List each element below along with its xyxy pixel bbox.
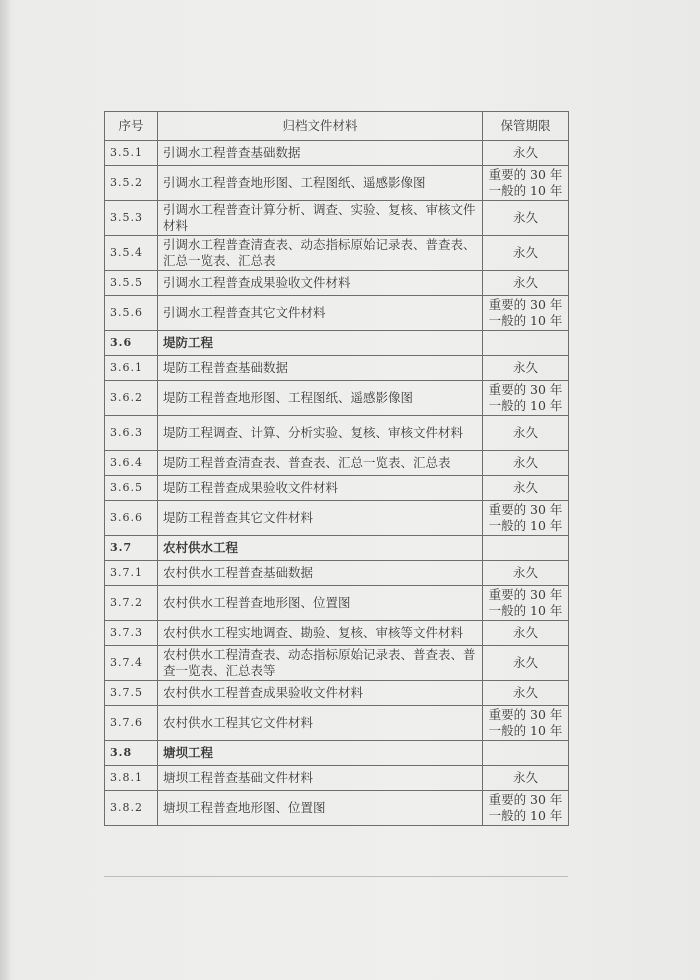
archive-material-cell: 农村供水工程普查成果验收文件材料 <box>158 681 483 706</box>
serial-number-cell: 3.6.2 <box>105 381 158 416</box>
table-row <box>105 201 569 236</box>
serial-number-cell: 3.5.4 <box>105 236 158 271</box>
archive-material-cell: 农村供水工程清查表、动态指标原始记录表、普查表、普查一览表、汇总表等 <box>158 646 483 681</box>
archive-material-cell: 堤防工程调查、计算、分析实验、复核、审核文件材料 <box>158 416 483 451</box>
table-row <box>105 296 569 331</box>
retention-period-cell: 重要的 30 年 一般的 10 年 <box>483 586 569 621</box>
retention-period-cell: 永久 <box>483 416 569 451</box>
table-section-row <box>105 536 569 561</box>
serial-number-cell: 3.6 <box>105 331 158 356</box>
table-header-row <box>105 112 569 141</box>
table-row <box>105 791 569 826</box>
serial-number-cell: 3.7 <box>105 536 158 561</box>
retention-period-cell: 永久 <box>483 621 569 646</box>
retention-period-cell <box>483 331 569 356</box>
retention-period-cell: 永久 <box>483 451 569 476</box>
retention-period-cell: 重要的 30 年 一般的 10 年 <box>483 296 569 331</box>
archive-material-cell: 引调水工程普查地形图、工程图纸、遥感影像图 <box>158 166 483 201</box>
header-retention-period: 保管期限 <box>483 112 569 141</box>
retention-period-cell <box>483 536 569 561</box>
retention-period-cell: 永久 <box>483 201 569 236</box>
retention-period-cell: 永久 <box>483 356 569 381</box>
retention-period-cell: 重要的 30 年 一般的 10 年 <box>483 166 569 201</box>
table-row <box>105 381 569 416</box>
serial-number-cell: 3.7.2 <box>105 586 158 621</box>
header-archive-material: 归档文件材料 <box>158 112 483 141</box>
serial-number-cell: 3.8 <box>105 741 158 766</box>
table-row <box>105 646 569 681</box>
table-row <box>105 586 569 621</box>
serial-number-cell: 3.7.4 <box>105 646 158 681</box>
table-row <box>105 476 569 501</box>
serial-number-cell: 3.5.6 <box>105 296 158 331</box>
archive-material-cell: 引调水工程普查基础数据 <box>158 141 483 166</box>
table-row <box>105 621 569 646</box>
table-row <box>105 356 569 381</box>
retention-period-cell: 永久 <box>483 646 569 681</box>
retention-period-cell <box>483 741 569 766</box>
table-row <box>105 501 569 536</box>
archive-material-cell: 引调水工程普查成果验收文件材料 <box>158 271 483 296</box>
archive-material-cell: 堤防工程普查清查表、普查表、汇总一览表、汇总表 <box>158 451 483 476</box>
table-row <box>105 166 569 201</box>
retention-period-cell: 重要的 30 年 一般的 10 年 <box>483 706 569 741</box>
serial-number-cell: 3.6.6 <box>105 501 158 536</box>
table-row <box>105 681 569 706</box>
serial-number-cell: 3.5.1 <box>105 141 158 166</box>
table-row <box>105 141 569 166</box>
table-row <box>105 766 569 791</box>
section-title-cell: 农村供水工程 <box>158 536 483 561</box>
table-row <box>105 451 569 476</box>
section-title-cell: 塘坝工程 <box>158 741 483 766</box>
archive-material-cell: 塘坝工程普查地形图、位置图 <box>158 791 483 826</box>
retention-period-cell: 永久 <box>483 271 569 296</box>
retention-period-cell: 永久 <box>483 141 569 166</box>
page-fold-shadow <box>0 0 10 980</box>
archive-material-cell: 引调水工程普查清查表、动态指标原始记录表、普查表、汇总一览表、汇总表 <box>158 236 483 271</box>
table-row <box>105 271 569 296</box>
table-body <box>105 141 569 826</box>
retention-period-cell: 重要的 30 年 一般的 10 年 <box>483 381 569 416</box>
serial-number-cell: 3.6.1 <box>105 356 158 381</box>
serial-number-cell: 3.8.2 <box>105 791 158 826</box>
retention-period-cell: 永久 <box>483 476 569 501</box>
table-row <box>105 416 569 451</box>
serial-number-cell: 3.7.3 <box>105 621 158 646</box>
serial-number-cell: 3.7.6 <box>105 706 158 741</box>
header-serial-number: 序号 <box>105 112 158 141</box>
retention-period-cell: 重要的 30 年 一般的 10 年 <box>483 501 569 536</box>
archive-material-cell: 堤防工程普查成果验收文件材料 <box>158 476 483 501</box>
archive-material-cell: 堤防工程普查其它文件材料 <box>158 501 483 536</box>
archive-retention-table <box>104 111 569 826</box>
table-section-row <box>105 741 569 766</box>
serial-number-cell: 3.7.1 <box>105 561 158 586</box>
serial-number-cell: 3.8.1 <box>105 766 158 791</box>
serial-number-cell: 3.5.2 <box>105 166 158 201</box>
table-row <box>105 706 569 741</box>
serial-number-cell: 3.5.5 <box>105 271 158 296</box>
serial-number-cell: 3.6.4 <box>105 451 158 476</box>
archive-material-cell: 塘坝工程普查基础文件材料 <box>158 766 483 791</box>
retention-period-cell: 永久 <box>483 766 569 791</box>
archive-material-cell: 农村供水工程其它文件材料 <box>158 706 483 741</box>
table-row <box>105 561 569 586</box>
serial-number-cell: 3.7.5 <box>105 681 158 706</box>
archive-material-cell: 农村供水工程普查地形图、位置图 <box>158 586 483 621</box>
table-row <box>105 236 569 271</box>
table-section-row <box>105 331 569 356</box>
archive-material-cell: 堤防工程普查地形图、工程图纸、遥感影像图 <box>158 381 483 416</box>
archive-material-cell: 引调水工程普查其它文件材料 <box>158 296 483 331</box>
serial-number-cell: 3.6.5 <box>105 476 158 501</box>
retention-period-cell: 重要的 30 年 一般的 10 年 <box>483 791 569 826</box>
retention-period-cell: 永久 <box>483 236 569 271</box>
archive-material-cell: 引调水工程普查计算分析、调查、实验、复核、审核文件材料 <box>158 201 483 236</box>
archive-material-cell: 农村供水工程普查基础数据 <box>158 561 483 586</box>
serial-number-cell: 3.6.3 <box>105 416 158 451</box>
archive-material-cell: 堤防工程普查基础数据 <box>158 356 483 381</box>
retention-period-cell: 永久 <box>483 681 569 706</box>
archive-material-cell: 农村供水工程实地调查、勘验、复核、审核等文件材料 <box>158 621 483 646</box>
retention-period-cell: 永久 <box>483 561 569 586</box>
serial-number-cell: 3.5.3 <box>105 201 158 236</box>
section-title-cell: 堤防工程 <box>158 331 483 356</box>
bottom-divider <box>104 876 568 877</box>
